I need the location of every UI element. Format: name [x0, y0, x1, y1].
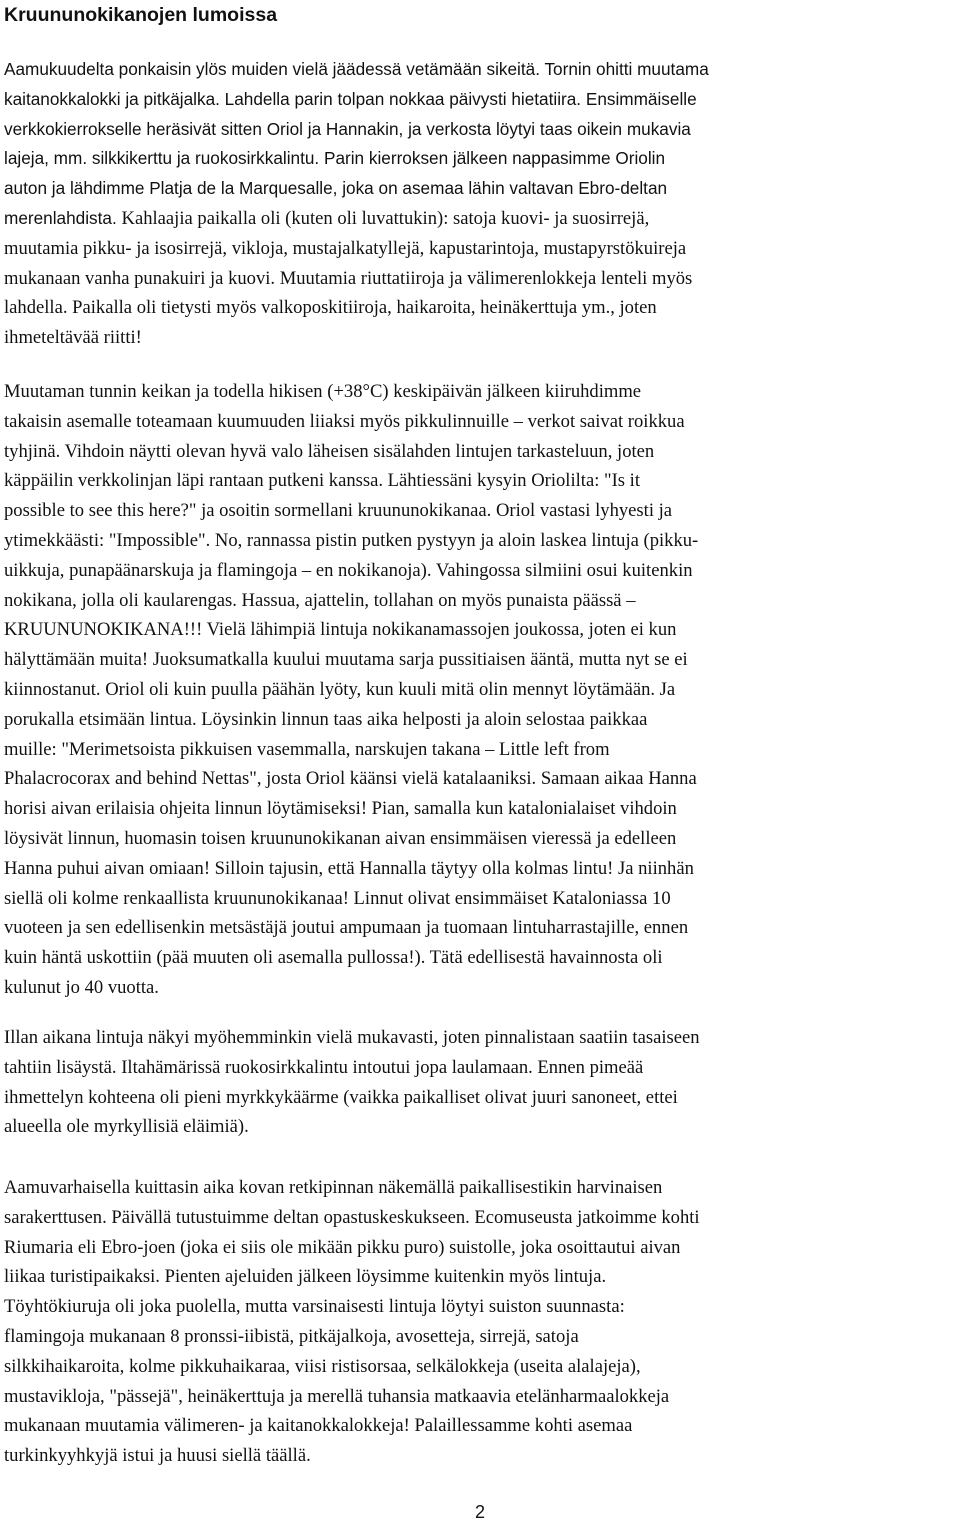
text-line: KRUUNUNOKIKANA!!! Vielä lähimpiä lintuja nokikanamassojen joukossa, joten ei kun	[4, 619, 677, 641]
text-line: kuin häntä uskottiin (pää muuten oli asemalla pullossa!). Tätä edellisestä havainnosta oli	[4, 947, 663, 969]
text-line	[4, 204, 956, 234]
text-line: Aamukuudelta ponkaisin ylös muiden vielä jäädessä vetämään sikeitä. Tornin ohitti muutama	[4, 59, 709, 79]
text-line: porukalla etsimään lintua. Löysinkin linnun taas aika helposti ja aloin selostaa paikkaa	[4, 708, 648, 730]
text-line: turkinkyyhkyjä istui ja huusi siellä täällä.	[4, 1445, 311, 1467]
paragraph-1	[4, 55, 956, 353]
text-segment: Kahlaajia paikalla oli (kuten oli luvattukin): satoja kuovi- ja suosirrejä,	[121, 207, 650, 229]
text-line: Hanna puhui aivan omiaan! Silloin tajusin, että Hannalla täytyy olla kolmas lintu! Ja niinhän	[4, 857, 694, 879]
document-title: Kruununokikanojen lumoissa	[4, 4, 278, 26]
text-line: mukanaan vanha punakuiri ja kuovi. Muutamia riuttatiiroja ja välimerenlokkeja lenteli myös	[4, 267, 693, 289]
paragraph-4	[4, 1173, 956, 1471]
text-line: Illan aikana lintuja näkyi myöhemminkin vielä mukavasti, joten pinnalistaan saatiin tasaiseen	[4, 1027, 700, 1048]
text-line: sarakerttusen. Päivällä tutustuimme deltan opastuskeskukseen. Ecomuseusta jatkoimme kohti	[4, 1206, 700, 1228]
text-line: liikaa turistipaikaksi. Pienten ajeluiden jälkeen löysimme kuitenkin myös lintuja.	[4, 1266, 607, 1288]
text-line: auton ja lähdimme Platja de la Marquesalle, joka on asemaa lähin valtavan Ebro-deltan	[4, 178, 668, 199]
text-line: Phalacrocorax and behind Nettas", josta Oriol käänsi vielä katalaaniksi. Samaan aikaa Hanna	[4, 768, 697, 790]
text-line: silkkihaikaroita, kolme pikkuhaikaraa, viisi ristisorsaa, selkälokkeja (useita alalajeja),	[4, 1355, 641, 1377]
page-number: 2	[474, 1502, 485, 1522]
text-line: Töyhtökiuruja oli joka puolella, mutta varsinaisesti lintuja löytyi suiston suunnasta:	[4, 1296, 625, 1318]
text-line: löysivät linnun, huomasin toisen kruununokikanan aivan ensimmäisen vieressä ja edelleen	[4, 827, 677, 849]
paragraph-2	[4, 377, 956, 1003]
text-line: horisi aivan erilaisia ohjeita linnun löytämiseksi! Pian, samalla kun katalonialaiset vihdoin	[4, 798, 677, 820]
paragraph-3	[4, 1023, 956, 1142]
text-line: ihmettelyn kohteena oli pieni myrkkykäärme (vaikka paikalliset olivat juuri sanoneet, ettei	[4, 1086, 678, 1108]
text-line: Aamuvarhaisella kuittasin aika kovan retkipinnan näkemällä paikallisestikin harvinaisen	[4, 1177, 663, 1198]
text-line: muutamia pikku- ja isosirrejä, vikloja, mustajalkatyllejä, kapustarintoja, mustapyrstökuireja	[4, 237, 687, 259]
text-line: takaisin asemalle toteamaan kuumuuden liiaksi myös pikkulinnuille – verkot saivat roikkua	[4, 410, 685, 432]
text-line: possible to see this here?" ja osoitin sormellani kruununokikanaa. Oriol vastasi lyhyesti ja	[4, 500, 673, 522]
text-line: nokikana, jolla oli kaularengas. Hassua, ajattelin, tollahan on myös punaista päässä –	[4, 589, 636, 611]
text-line: Riumaria eli Ebro-joen (joka ei siis ole mikään pikku puro) suistolle, joka osoittautui aivan	[4, 1236, 681, 1258]
text-line: siellä oli kolme renkaallista kruununokikanaa! Linnut olivat ensimmäiset Kataloniassa 10	[4, 887, 671, 909]
text-line: kiinnostanut. Oriol oli kuin puulla päähän lyöty, kun kuuli mitä olin mennyt löytämään. Ja	[4, 678, 676, 700]
text-line: muille: "Merimetsoista pikkuisen vasemmalla, narskujen takana – Little left from	[4, 738, 610, 760]
text-line: ihmeteltävää riitti!	[4, 327, 142, 349]
text-line: Muutaman tunnin keikan ja todella hikisen (+38°C) keskipäivän jälkeen kiiruhdimme	[4, 381, 642, 402]
text-line: flamingoja mukanaan 8 pronssi-iibistä, pitkäjalkoja, avosetteja, sirrejä, satoja	[4, 1325, 579, 1347]
text-line: käppäilin verkkolinjan läpi rantaan putkeni kanssa. Lähtiessäni kysyin Oriolilta: "Is it	[4, 470, 641, 492]
text-line: tahtiin lisäystä. Iltahämärissä ruokosirkkalintu intoutui jopa laulamaan. Ennen pimeää	[4, 1056, 644, 1078]
text-line: mukanaan muutamia välimeren- ja kaitanokkalokkeja! Palaillessamme kohti asemaa	[4, 1415, 633, 1437]
text-line: kulunut jo 40 vuotta.	[4, 976, 159, 998]
text-line: verkkokierrokselle heräsivät sitten Oriol ja Hannakin, ja verkosta löytyi taas oikein mukavia	[4, 118, 691, 139]
text-line: lahdella. Paikalla oli tietysti myös valkoposkitiiroja, haikaroita, heinäkerttuja ym., joten	[4, 297, 657, 319]
text-line: hälyttämään muita! Juoksumatkalla kuului muutama sarja pussitiaisen ääntä, mutta nyt se ei	[4, 649, 688, 671]
text-segment: merenlahdista.	[4, 207, 122, 228]
text-line: alueella ole myrkyllisiä eläimiä).	[4, 1116, 249, 1138]
text-line: tyhjinä. Vihdoin näytti olevan hyvä valo läheisen sisälahden lintujen tarkasteluun, joten	[4, 440, 655, 462]
text-line: lajeja, mm. silkkikerttu ja ruokosirkkalintu. Parin kierroksen jälkeen nappasimme Oriolin	[4, 148, 666, 169]
text-line: vuoteen ja sen edellisenkin metsästäjä joutui ampumaan ja tuomaan lintuharrastajille, ennen	[4, 917, 689, 939]
text-line: mustavikloja, "pässejä", heinäkerttuja ja merellä tuhansia matkaavia etelänharmaalokkeja	[4, 1385, 670, 1407]
text-line: ytimekkäästi: "Impossible". No, rannassa pistin putken pystyyn ja aloin laskea lintuja (pikku-	[4, 529, 699, 551]
text-line: kaitanokkalokki ja pitkäjalka. Lahdella parin tolpan nokkaa päivysti hietatiira. Ensimmäiselle	[4, 88, 697, 109]
text-line: uikkuja, punapäänarskuja ja flamingoja – en nokikanoja). Vahingossa silmiini osui kuitenkin	[4, 559, 693, 581]
